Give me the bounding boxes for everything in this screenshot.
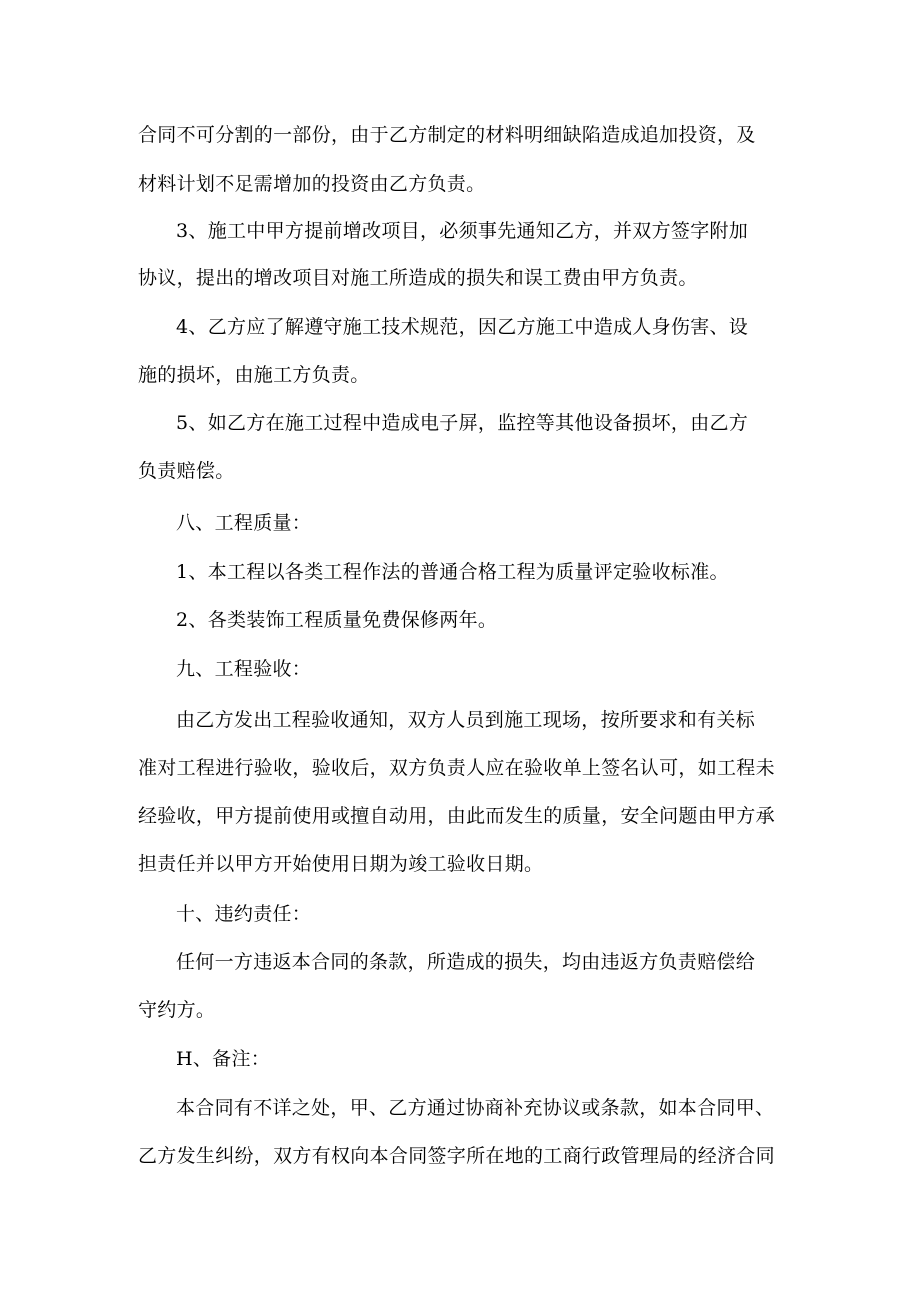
section-heading: H、备注： xyxy=(176,1048,271,1070)
text-line: 2、各类装饰工程质量免费保修两年。 xyxy=(176,609,498,631)
text-line: 准对工程进行验收，验收后，双方负责人应在验收单上签名认可，如工程未 xyxy=(138,757,775,779)
text-line: 乙方发生纠纷，双方有权向本合同签字所在地的工商行政管理局的经济合同 xyxy=(138,1145,775,1167)
text-line: 守约方。 xyxy=(138,999,216,1021)
text-line: 经验收，甲方提前使用或擅自动用，由此而发生的质量，安全问题由甲方承 xyxy=(138,805,775,827)
text-line: 施的损坏，由施工方负责。 xyxy=(138,364,370,386)
text-line: 本合同有不详之处，甲、乙方通过协商补充协议或条款，如本合同甲、 xyxy=(176,1097,775,1119)
text-line: 3、施工中甲方提前增改项目，必须事先通知乙方，并双方签字附加 xyxy=(176,220,749,242)
text-line: 协议，提出的增改项目对施工所造成的损失和误工费由甲方负责。 xyxy=(138,267,698,289)
text-line: 合同不可分割的一部份，由于乙方制定的材料明细缺陷造成追加投资，及 xyxy=(138,124,756,146)
text-line: 1、本工程以各类工程作法的普通合格工程为质量评定验收标准。 xyxy=(176,561,729,583)
text-line: 担责任并以甲方开始使用日期为竣工验收日期。 xyxy=(138,853,544,875)
section-heading: 九、工程验收： xyxy=(176,658,312,680)
text-line: 由乙方发出工程验收通知，双方人员到施工现场，按所要求和有关标 xyxy=(176,709,756,731)
text-line: 负责赔偿。 xyxy=(138,460,235,482)
section-heading: 八、工程质量： xyxy=(176,512,312,534)
text-line: 5、如乙方在施工过程中造成电子屏，监控等其他设备损坏，由乙方 xyxy=(176,412,749,434)
text-line: 材料计划不足需增加的投资由乙方负责。 xyxy=(138,173,486,195)
section-heading: 十、违约责任： xyxy=(176,903,312,925)
text-line: 4、乙方应了解遵守施工技术规范，因乙方施工中造成人身伤害、设 xyxy=(176,316,749,338)
text-line: 任何一方违返本合同的条款，所造成的损失，均由违返方负责赔偿给 xyxy=(176,951,756,973)
